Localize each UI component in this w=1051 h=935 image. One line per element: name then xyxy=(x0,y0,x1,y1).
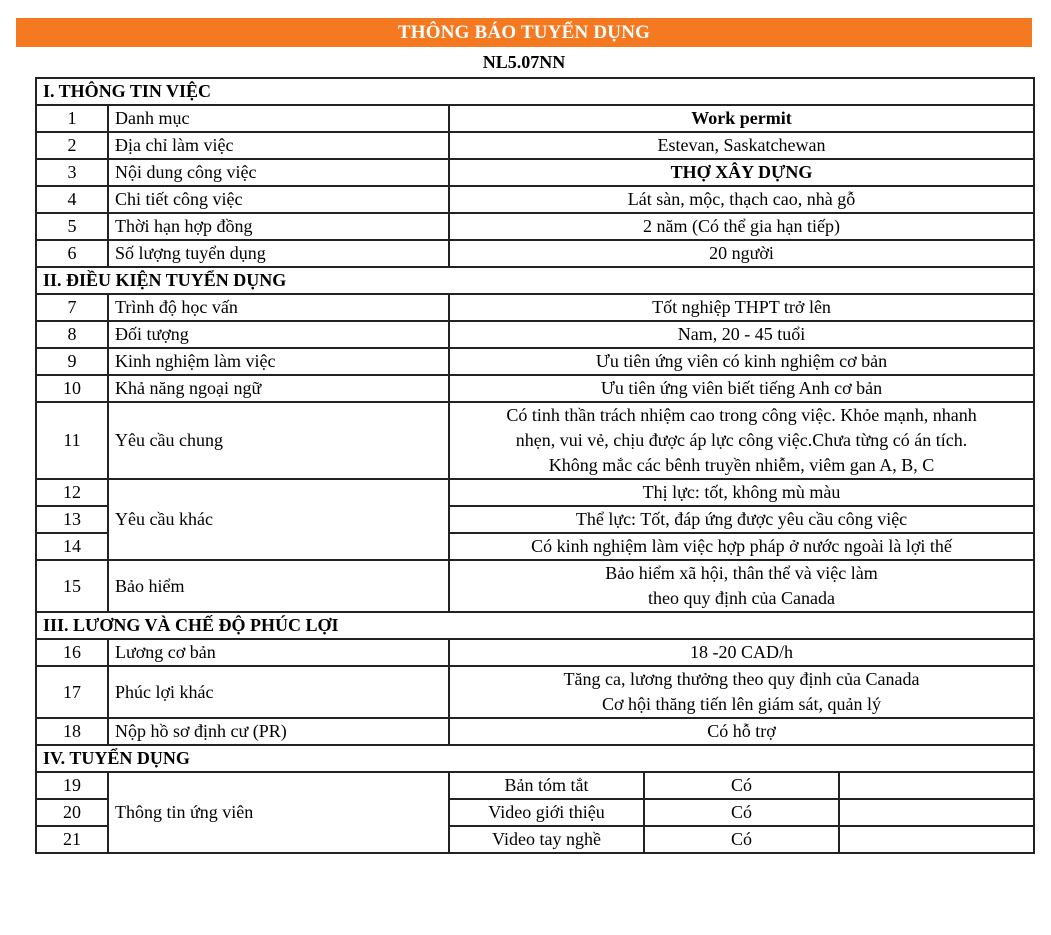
row-number: 16 xyxy=(36,639,108,666)
section-title-recruitment: IV. TUYỂN DỤNG xyxy=(36,745,1034,772)
table-row xyxy=(36,105,1034,132)
table-row xyxy=(36,479,1034,506)
table-row xyxy=(36,159,1034,186)
row-number: 8 xyxy=(36,321,108,348)
row-value-multiline xyxy=(449,560,1034,612)
table-row xyxy=(36,402,1034,479)
row-number: 2 xyxy=(36,132,108,159)
value-line: Không mắc các bênh truyền nhiễm, viêm gan A, B, C xyxy=(548,455,935,475)
row-number: 3 xyxy=(36,159,108,186)
section-header-row xyxy=(36,267,1034,294)
candidate-item: Video giới thiệu xyxy=(449,799,644,826)
job-posting-table xyxy=(35,77,1035,854)
table-row xyxy=(36,348,1034,375)
candidate-item: Video tay nghề xyxy=(449,826,644,853)
row-number: 19 xyxy=(36,772,108,799)
row-label: Chi tiết công việc xyxy=(108,186,449,213)
candidate-item: Bản tóm tắt xyxy=(449,772,644,799)
row-value: Ưu tiên ứng viên biết tiếng Anh cơ bản xyxy=(449,375,1034,402)
row-value: Ưu tiên ứng viên có kinh nghiệm cơ bản xyxy=(449,348,1034,375)
table-row xyxy=(36,213,1034,240)
table-row xyxy=(36,375,1034,402)
page-title: THÔNG BÁO TUYỂN DỤNG xyxy=(397,21,651,43)
value-line: nhẹn, vui vẻ, chịu được áp lực công việc.Chưa từng có án tích. xyxy=(515,430,968,450)
row-value: Estevan, Saskatchewan xyxy=(449,132,1034,159)
row-label: Thời hạn hợp đồng xyxy=(108,213,449,240)
row-number: 9 xyxy=(36,348,108,375)
title-banner xyxy=(16,18,1032,47)
section-header-row xyxy=(36,78,1034,105)
row-number: 7 xyxy=(36,294,108,321)
row-number: 4 xyxy=(36,186,108,213)
table-row xyxy=(36,718,1034,745)
table-row xyxy=(36,666,1034,718)
row-value: THỢ XÂY DỰNG xyxy=(449,159,1034,186)
row-value: 18 -20 CAD/h xyxy=(449,639,1034,666)
row-value: Nam, 20 - 45 tuổi xyxy=(449,321,1034,348)
row-number: 15 xyxy=(36,560,108,612)
row-label: Yêu cầu chung xyxy=(108,402,449,479)
row-label: Phúc lợi khác xyxy=(108,666,449,718)
row-label: Danh mục xyxy=(108,105,449,132)
row-number: 17 xyxy=(36,666,108,718)
value-line: Có tinh thần trách nhiệm cao trong công việc. Khỏe mạnh, nhanh xyxy=(506,405,977,425)
section-title-requirements: II. ĐIỀU KIỆN TUYỂN DỤNG xyxy=(36,267,1034,294)
row-number: 1 xyxy=(36,105,108,132)
row-value: Tốt nghiệp THPT trở lên xyxy=(449,294,1034,321)
table-row xyxy=(36,240,1034,267)
row-value: Lát sàn, mộc, thạch cao, nhà gỗ xyxy=(449,186,1034,213)
row-number: 10 xyxy=(36,375,108,402)
row-label: Nội dung công việc xyxy=(108,159,449,186)
row-number: 14 xyxy=(36,533,108,560)
table-row xyxy=(36,560,1034,612)
row-number: 18 xyxy=(36,718,108,745)
table-row xyxy=(36,186,1034,213)
row-label: Địa chỉ làm việc xyxy=(108,132,449,159)
row-value: Có hỗ trợ xyxy=(449,718,1034,745)
table-row xyxy=(36,132,1034,159)
row-value-multiline xyxy=(449,666,1034,718)
row-value: 20 người xyxy=(449,240,1034,267)
section-title-job-info: I. THÔNG TIN VIỆC xyxy=(36,78,1034,105)
candidate-item-value: Có xyxy=(644,772,839,799)
empty-cell xyxy=(839,772,1034,799)
row-label: Trình độ học vấn xyxy=(108,294,449,321)
row-number: 5 xyxy=(36,213,108,240)
row-number: 12 xyxy=(36,479,108,506)
row-label-other-requirements: Yêu cầu khác xyxy=(108,479,449,560)
table-row xyxy=(36,321,1034,348)
row-label: Lương cơ bản xyxy=(108,639,449,666)
row-value-multiline xyxy=(449,402,1034,479)
section-header-row xyxy=(36,745,1034,772)
empty-cell xyxy=(839,799,1034,826)
row-label: Nộp hồ sơ định cư (PR) xyxy=(108,718,449,745)
document-code: NL5.07NN xyxy=(482,52,566,72)
table-row xyxy=(36,294,1034,321)
row-label: Bảo hiểm xyxy=(108,560,449,612)
section-title-salary: III. LƯƠNG VÀ CHẾ ĐỘ PHÚC LỢI xyxy=(36,612,1034,639)
candidate-item-value: Có xyxy=(644,826,839,853)
row-number: 13 xyxy=(36,506,108,533)
row-value: Có kinh nghiệm làm việc hợp pháp ở nước ngoài là lợi thế xyxy=(449,533,1034,560)
table-row xyxy=(36,639,1034,666)
value-line: theo quy định của Canada xyxy=(648,588,835,608)
empty-cell xyxy=(839,826,1034,853)
row-value: Thể lực: Tốt, đáp ứng được yêu cầu công việc xyxy=(449,506,1034,533)
value-line: Tăng ca, lương thưởng theo quy định của Canada xyxy=(563,669,920,689)
candidate-item-value: Có xyxy=(644,799,839,826)
row-value: 2 năm (Có thể gia hạn tiếp) xyxy=(449,213,1034,240)
row-label: Đối tượng xyxy=(108,321,449,348)
row-label-candidate-info: Thông tin ứng viên xyxy=(108,772,449,853)
row-label: Khả năng ngoại ngữ xyxy=(108,375,449,402)
row-label: Số lượng tuyển dụng xyxy=(108,240,449,267)
section-header-row xyxy=(36,612,1034,639)
table-row xyxy=(36,772,1034,799)
row-label: Kinh nghiệm làm việc xyxy=(108,348,449,375)
row-number: 11 xyxy=(36,402,108,479)
row-number: 20 xyxy=(36,799,108,826)
row-value: Thị lực: tốt, không mù màu xyxy=(449,479,1034,506)
value-line: Bảo hiểm xã hội, thân thể và việc làm xyxy=(605,563,878,583)
value-line: Cơ hội thăng tiến lên giám sát, quản lý xyxy=(602,694,881,714)
row-number: 6 xyxy=(36,240,108,267)
row-number: 21 xyxy=(36,826,108,853)
row-value: Work permit xyxy=(449,105,1034,132)
